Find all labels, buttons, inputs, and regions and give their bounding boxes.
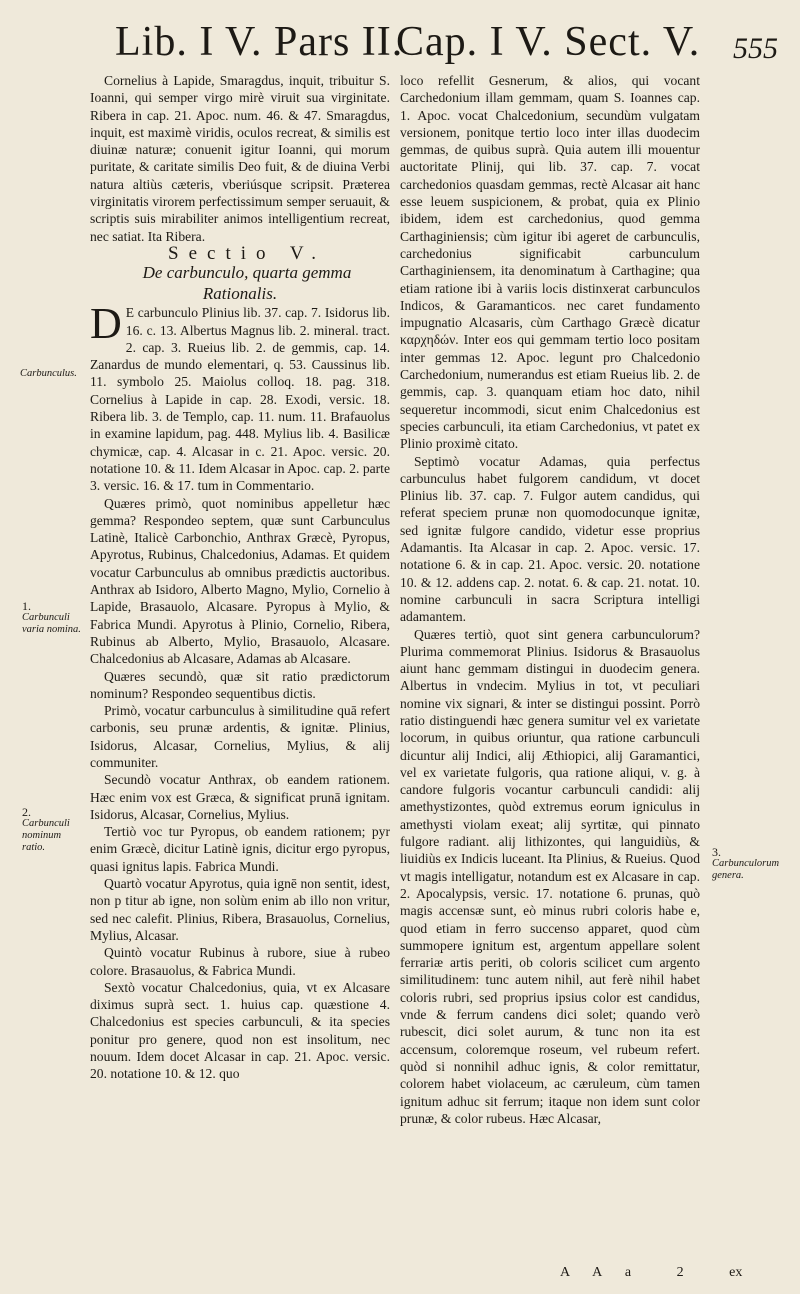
paragraph: D E carbunculo Plinius lib. 37. cap. 7. Isidorus lib. 16. c. 13. Albertus Magnus lib. 2. mineral. tract. 2. cap. 3. Rueius lib. 2. de gemmis, cap. 14. Zanardus de mundo elementari, q. 53. Caussinus lib. 11. symbolo 25. Maiolus colloq. 18. pag. 318. Cornelius à Lapide in cap. 28. Exodi, versic. 18. Ribera lib. 3. de Templo, cap. 11. num. 11. Brafauolus in examine lapidum, pag. 448. Mylius lib. 4. Basilicæ chymicæ, cap. 4. Alcasar in c. 21. Apoc. versic. 20. notatione 10. & 11. Idem Alcasar in Apoc. cap. 2. parte 3. versic. 16. & 17. tum in Commentario. — [90, 299, 390, 494]
paragraph: Quæres secundò, quæ sit ratio prædictorum nominum? Respondeo sequentibus dictis. — [90, 668, 390, 701]
header-book-part: Lib. I V. Pars II. — [115, 19, 404, 65]
signature-number: 2 — [676, 1265, 684, 1280]
paragraph: Quæres tertiò, quot sint genera carbunculorum? Plurima commemorat Plinius. Isidorus & Brasauolus aiunt hanc gemmam distingui in duodecim genera. Albertus in vndecim. Mylius in tot, vt peculiari nomine vix signari, & inter se distingui possint. Porrò ratio distinguendi hæc genera sumitur vel ex varietate locorum, in quibus oriuntur, qua ratione carbunculi dicuntur alij Indici, alij Æthiopici, alij Garamantici, vel ex varietate fulgoris, qua ratione aliqui, v. g. à candore fulgoris vocantur carbunculi candidi: alij amethystizontes, quòd extremus eorum igniculus in amethysti violam exeat; alij syrtitæ, qui pinnato fulgore radiant. alij lithizontes, qui languidiùs, & liuidiùs ex Indicis luceant. Ita Plinius, & Rueius. Quod vt magis intelligatur, notandum est ex Alcasare in cap. 2. Apocalypsis, versic. 17. notatione 6. prunas, quò magis accensæ sunt, eò minus rubri coloris habe e, quod etiam in ferro succenso apparet, quod cùm summopere ignitum est, argentum appellare solent ferrariæ artis periti, ob coloris scilicet cum argento similitudinem: tunc autem nihil, aut ferè nihil habet coloris rubri, sed proprius ipsius color est candidus, vnde & ferrum candens dici solet; quando verò rubescit, dici solet aurum, & tunc non ita est accensum, coloremque roseum, vel rubeum refert. quòd si nonnihil adhuc ignis, & color remittatur, colorem habet violaceum, ac cæruleum, cùm tamen ignitum adhuc sit ferrum; itaque non idem sunt color prunæ, & color rubeus. Hæc Alcasar, — [400, 626, 700, 1126]
paragraph: Tertiò voc tur Pyropus, ob eandem rationem; pyr enim Græcè, dicitur Latinè ignis, dicitur ergo pyropus, quasi ignitus lapis. Fabrica Mundi. — [90, 824, 390, 874]
paragraph: Sextò vocatur Chalcedonius, quia, vt ex Alcasare diximus suprà sect. 1. huius cap. quæstione 4. Chalcedonius est species carbunculi, & ita species ponitur pro genere, quod non est insolitum, nec nouum. Idem docet Alcasar in cap. 21. Apoc. versic. 20. notatione 10. & 12. quo — [90, 979, 390, 1082]
margin-note-nomina: 1. Carbunculi varia nomina. — [22, 599, 81, 635]
margin-note-genera: 3. Carbunculorum genera. — [712, 845, 780, 881]
paragraph: Secundò vocatur Anthrax, ob eandem rationem. Hæc enim vox est Græca, & significat prunā ignitam. Isidorus, Alcasar, Cornelius, Mylius. — [90, 772, 390, 822]
header-chapter-section: Cap. I V. Sect. V. — [396, 19, 701, 65]
margin-note-ratio: 2. Carbunculi nominum ratio. — [22, 805, 70, 853]
paragraph: Primò, vocatur carbunculus à similitudine quā refert carbonis, seu prunæ ardentis, & ignitæ. Plinius, Isidorus, Alcasar, Cornelius, Mylius, & alij communiter. — [90, 703, 390, 770]
page-number: 555 — [733, 32, 778, 65]
paragraph: Quæres primò, quot nominibus appelletur hæc gemma? Respondeo septem, quæ sunt Carbunculus Latinè, Italicè Carbonchio, Anthrax Græcè, Pyropus, Apyrotus, Rubinus, Chalcedonius, Adamas. Et quidem vocatur Carbunculus ab omnibus prædictis auctoribus. Anthrax ab Isidoro, Alberto Magno, Mylio, Cornelio à Lapide, Brasauolo, Alcasare. Pyropus à Mylio, & Fabrica Mundi. Apyrotus à Plinio, Cornelio, Ribera, Rubinus ab Alberto, Mylio, Brasauolo, Alcasare. Chalcedonius ab Alcasare, Adamas ab Alcasare. — [90, 495, 390, 667]
paragraph: loco refellit Gesnerum, & alios, qui vocant Carchedonium illam gemmam, quam S. Ioannes cap. 1. Apoc. vocat Chalcedonium, secundùm vulgatam versionem, ponitque tertio loco inter illas duodecim gemmas, de quibus suprà. Quia autem illi mouentur auctoritate Plinij, qui lib. 37. cap. 7. vocat carchedonios quasdam gemmas, rectè Alcasar ait hanc esse leuem suspicionem, & probat, quia ex Plinio ibidem, idem est carchedonius, quod gemma Carthaginiensis; cùm igitur ibi ageret de carbunculis, carchedonius significabit carbunculum Carthaginiensem, ita denominatum à Carthagine; qua etiam ratione ibi à variis locis distinxerat carbunculos Indicos, & Garamanticos. nec caret fundamento impugnatio Alcasaris, cùm Carthago Græcè dicatur καρχηδών. Inter eos qui gemmam tertio loco positam inter gemmas 12. Apoc. legunt pro Chalcedonio Carchedonium, numerandus est etiam Rueius lib. 2. de gemmis, cap. 3. quanquam etiam hoc dato, nihil sequeretur incommodi, sicut enim Chalcedonius est species carbunculi, ita etiam Carchedonius, vt patet ex Plinio proximè citato. — [400, 73, 700, 452]
signature-mark: A A a — [560, 1265, 632, 1280]
drop-cap: D — [90, 299, 122, 349]
catchword: ex — [729, 1265, 743, 1280]
left-column — [90, 72, 390, 1083]
intro-paragraph: Cornelius à Lapide, Smaragdus, inquit, tribuitur S. Ioanni, qui semper virgo mirè viruit sua virginitate. Ribera in cap. 21. Apoc. num. 46. & 47. Smaragdus, inquit, est maximè viridis, oculos recreat, & similis est diuinæ naturæ; conuenit igitur Ioanni, qui morum puritate, & caritate similis Deo fuit, & de diuina Verbi natura altiùs cæteris, vberiúsque scripsit. Præterea virginitatis virorem perfectissimum semper seruauit, & scriptis suis mirabiliter animos intelligentium recreat, nec satiat. Ita Ribera. — [90, 73, 390, 244]
running-header — [0, 12, 800, 68]
paragraph: Quintò vocatur Rubinus à rubore, siue à rubeo colore. Brasauolus, & Fabrica Mundi. — [90, 945, 390, 978]
margin-note-carbunculus: Carbunculus. — [20, 368, 77, 379]
paragraph: Quartò vocatur Apyrotus, quia ignē non sentit, idest, non p titur ab igne, non solùm enim ab illo non vritur, sed nec calefit. Plinius, Ribera, Brasauolus, Cornelius, Mylius, Alcasar. — [90, 876, 390, 943]
section-heading: Sectio V. — [168, 242, 326, 264]
page-footer — [560, 1265, 764, 1281]
section-title: De carbunculo, quarta gemma Rationalis. — [142, 263, 352, 304]
right-column — [400, 72, 700, 1127]
paragraph: Septimò vocatur Adamas, quia perfectus carbunculus habet fulgorem candidum, vt docet Plinius lib. 37. cap. 7. Fulgor autem candidus, qui referat speciem prunæ non quomodocunque ignitæ, sed ignitæ fulgore candido, videtur esse proprius Adamantis. Ita Alcasar in cap. 2. Apoc. versic. 17. notatione 6. & in cap. 21. Apoc. versic. 20. notatione 10. & 12. addens cap. 2. notat. 6. & cap. 21. notat. 10. nomine carbunculi in sacra Scriptura intelligi adamantem. — [400, 453, 700, 625]
